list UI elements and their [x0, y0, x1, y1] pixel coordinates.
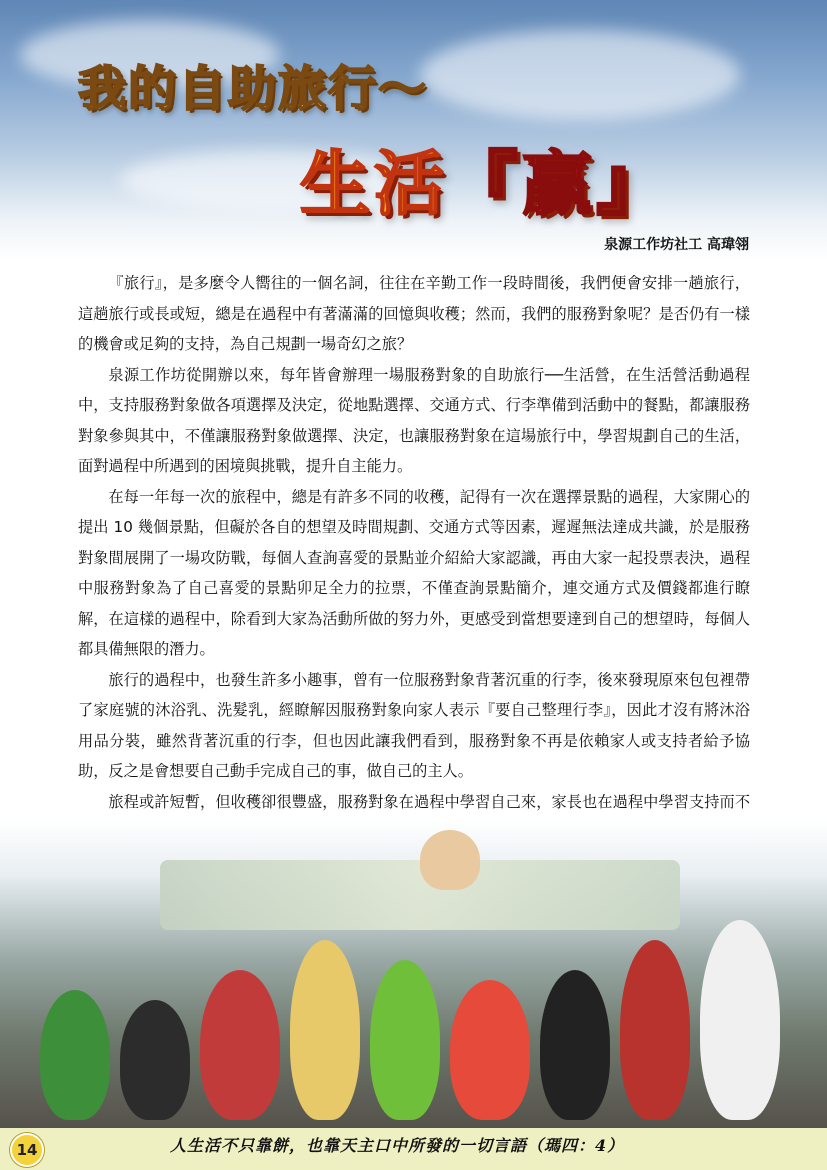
article-body	[78, 268, 750, 878]
photo-person	[420, 830, 480, 890]
photo-person	[40, 990, 110, 1120]
photo-person	[620, 940, 690, 1120]
group-photo	[0, 820, 827, 1128]
paragraph: 泉源工作坊從開辦以來，每年皆會辦理一場服務對象的自助旅行──生活營，在生活營活動過程中，支持服務對象做各項選擇及決定，從地點選擇、交通方式、行李準備到活動中的餐點，都讓服務對象參與其中，不僅讓服務對象做選擇、決定，也讓服務對象在這場旅行中，學習規劃自己的生活，面對過程中所遇到的困境與挑戰，提升自主能力。	[78, 365, 750, 475]
paragraph: 『旅行』，是多麼令人嚮往的一個名詞，往往在辛勤工作一段時間後，我們便會安排一趟旅行，這趟旅行或長或短，總是在過程中有著滿滿的回憶與收穫；然而，我們的服務對象呢？是否仍有一樣的機會或足夠的支持，為自己規劃一場奇幻之旅？	[78, 274, 750, 353]
article-author: 泉源工作坊社工 高瑋翎	[604, 237, 749, 253]
photo-person	[370, 960, 440, 1120]
photo-person	[200, 970, 280, 1120]
photo-person	[120, 1000, 190, 1120]
cloud-decoration	[420, 30, 740, 120]
photo-person	[290, 940, 360, 1120]
article-title-line1: 我的自助旅行～	[78, 61, 429, 117]
title-win-text: 『贏』	[448, 143, 670, 225]
article-title-line2	[300, 128, 670, 229]
paragraph: 旅行的過程中，也發生許多小趣事，曾有一位服務對象背著沉重的行李，後來發現原來包包裡帶了家庭號的沐浴乳、洗髮乳，經瞭解因服務對象向家人表示『要自己整理行李』，因此才沒有將沐浴用品分裝，雖然背著沉重的行李，但也因此讓我們看到，服務對象不再是依賴家人或支持者給予協助，反之是會想要自己動手完成自己的事，做自己的主人。	[78, 670, 750, 780]
title-life-text: 生活	[300, 143, 448, 225]
footer-verse: 人生活不只靠餅，也靠天主口中所發的一切言語（瑪四：4）	[170, 1136, 625, 1155]
paragraph: 在每一年每一次的旅程中，總是有許多不同的收穫，記得有一次在選擇景點的過程，大家開心的提出 10 幾個景點，但礙於各自的想望及時間規劃、交通方式等因素，遲遲無法達成共識，於是服務對象間展開了一場攻防戰，每個人查詢喜愛的景點並介紹給大家認識，再由大家一起投票表決，過程中服務對象為了自己喜愛的景點卯足全力的拉票，不僅查詢景點簡介，連交通方式及價錢都進行瞭解，在這樣的過程中，除看到大家為活動所做的努力外，更感受到當想要達到自己的想望時，每個人都具備無限的潛力。	[78, 487, 750, 658]
paragraph: 旅程或許短暫，但收穫卻很豐盛，服務對象在過程中學習自己來，家長也在過程中學習支持而不	[108, 792, 750, 811]
photo-person	[540, 970, 610, 1120]
page-number-badge: 14	[10, 1133, 44, 1167]
photo-person	[450, 980, 530, 1120]
photo-person	[700, 920, 780, 1120]
